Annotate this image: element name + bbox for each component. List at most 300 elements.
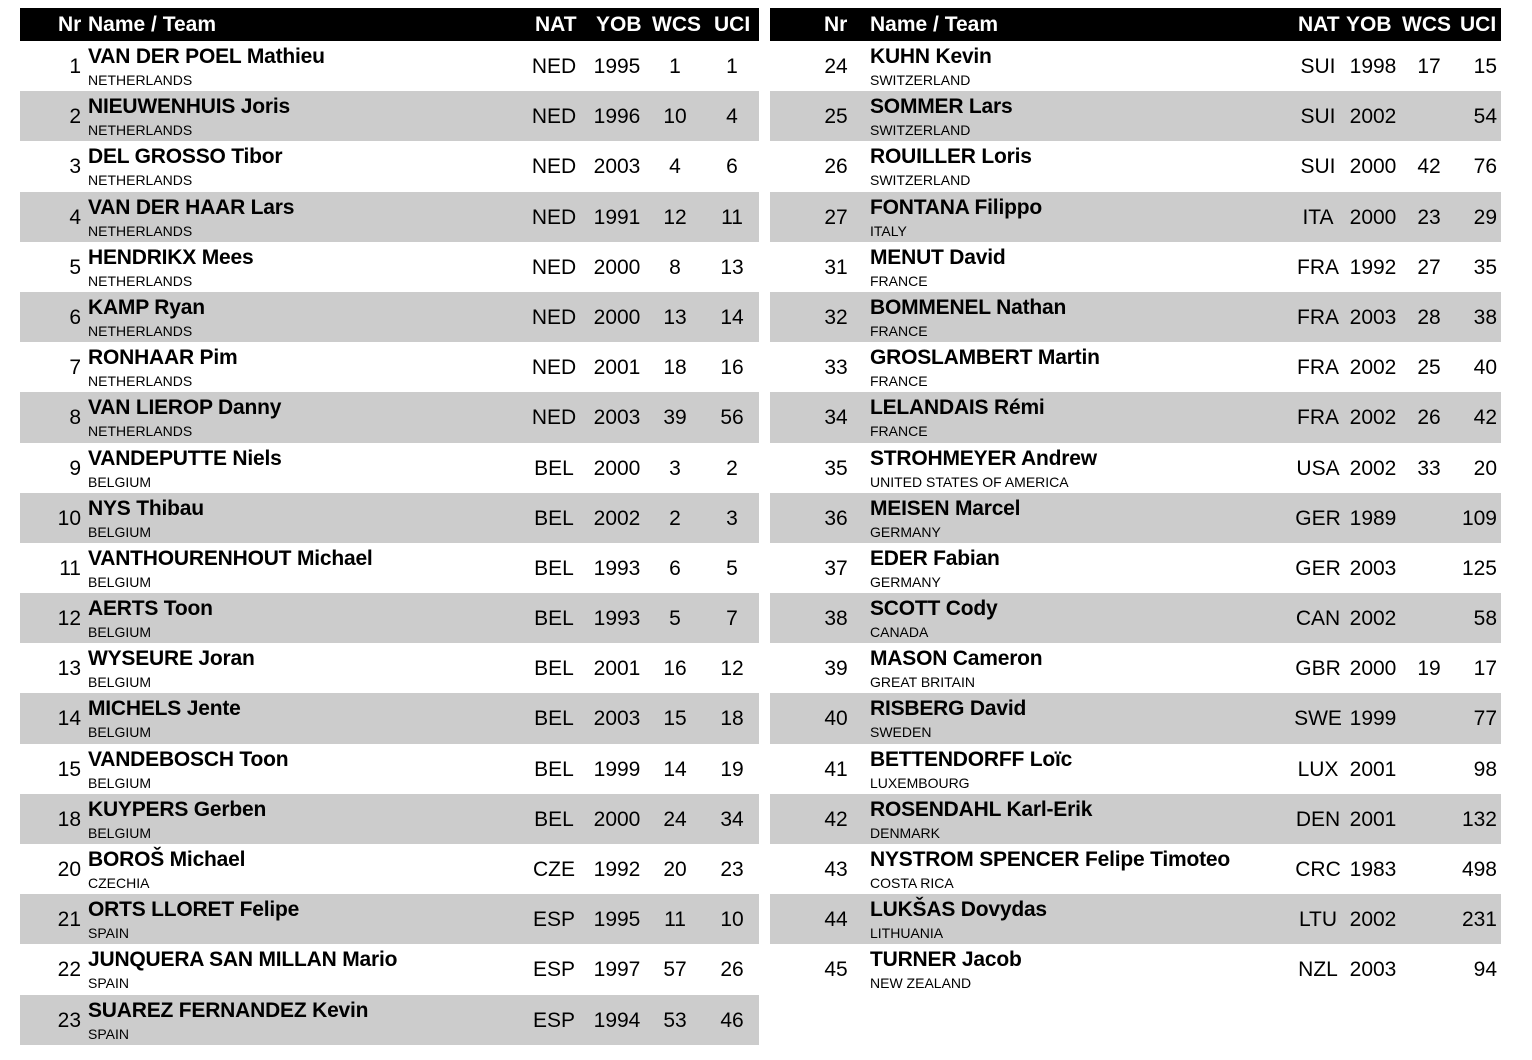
rider-number: 32 [824,305,848,329]
table-row [770,493,1501,543]
rider-wcs-rank: 16 [663,657,687,681]
rider-year-of-birth: 2003 [593,406,641,430]
rider-year-of-birth: 2000 [593,305,641,329]
rider-nationality: BEL [534,556,574,580]
table-row [20,392,759,442]
rider-name: VAN DER HAAR Lars [88,195,295,219]
rider-wcs-rank: 28 [1417,305,1441,329]
rider-nationality: FRA [1297,255,1339,279]
table-row [770,643,1501,693]
rider-uci-rank: 16 [720,356,744,380]
rider-uci-rank: 125 [1461,556,1497,580]
rider-team: SPAIN [88,925,129,942]
rider-team: BELGIUM [88,473,152,490]
rider-year-of-birth: 2000 [593,255,641,279]
rider-year-of-birth: 1993 [593,556,641,580]
table-row [770,844,1501,894]
rider-nationality: FRA [1297,356,1339,380]
rider-nationality: FRA [1297,305,1339,329]
rider-nationality: BEL [534,757,574,781]
rider-name: WYSEURE Joran [88,647,255,671]
rider-nationality: LTU [1298,908,1338,932]
table-row [770,242,1501,292]
rider-name: TURNER Jacob [870,948,1022,972]
rider-name: MEISEN Marcel [870,496,1021,520]
table-row [770,342,1501,392]
table-row [20,693,759,743]
rider-uci-rank: 1 [726,55,738,78]
rider-name: VAN LIEROP Danny [88,396,282,420]
rider-team: ITALY [870,222,907,239]
rider-nationality: NED [531,205,577,229]
rider-wcs-rank: 10 [663,105,687,129]
rider-name: VANTHOURENHOUT Michael [88,546,373,570]
rider-nationality: ESP [532,908,576,932]
rider-uci-rank: 10 [720,908,744,932]
rider-uci-rank: 6 [726,155,738,179]
rider-name: KAMP Ryan [88,295,205,319]
rider-year-of-birth: 1989 [1349,506,1397,530]
rider-number: 11 [59,556,81,580]
rider-team: BELGIUM [88,824,152,841]
rider-name: RONHAAR Pim [88,346,238,370]
rider-name: MASON Cameron [870,647,1043,671]
rider-number: 34 [824,406,848,430]
rider-year-of-birth: 1991 [593,205,641,229]
rider-name: SOMMER Lars [870,95,1013,119]
rider-name: DEL GROSSO Tibor [88,145,283,169]
rider-number: 24 [824,55,848,78]
rider-nationality: CAN [1295,607,1341,631]
rider-year-of-birth: 2000 [593,456,641,480]
header-name-team: Name / Team [88,13,216,36]
rider-uci-rank: 132 [1461,807,1497,831]
rider-team: LITHUANIA [870,925,944,942]
rider-wcs-rank: 2 [669,506,681,530]
rider-wcs-rank: 33 [1417,456,1441,480]
rider-name: VANDEBOSCH Toon [88,747,289,771]
rider-year-of-birth: 1999 [1349,707,1397,731]
rider-wcs-rank: 18 [663,356,687,380]
rider-nationality: GER [1295,506,1341,530]
rider-year-of-birth: 1983 [1349,858,1397,881]
rider-name: NIEUWENHUIS Joris [88,95,290,119]
rider-team: BELGIUM [88,523,152,540]
rider-uci-rank: 498 [1461,858,1497,881]
rider-team: FRANCE [870,322,928,339]
rider-uci-rank: 17 [1473,657,1497,681]
table-header [770,8,1501,41]
rider-year-of-birth: 1992 [593,858,641,881]
rider-wcs-rank: 57 [663,958,687,982]
rider-number: 22 [57,958,81,982]
header-uci: UCI [714,13,751,36]
table-row [20,242,759,292]
rider-team: DENMARK [870,824,941,841]
rider-team: LUXEMBOURG [870,774,970,791]
rider-uci-rank: 34 [720,807,744,831]
rider-number: 43 [824,858,848,881]
rider-wcs-rank: 23 [1417,205,1441,229]
rider-team: GREAT BRITAIN [870,674,976,691]
rider-wcs-rank: 8 [669,255,681,279]
rider-name: RISBERG David [870,697,1027,721]
table-row [20,643,759,693]
rider-nationality: NED [531,356,577,380]
header-yob: YOB [1346,13,1392,36]
rider-team: SWITZERLAND [870,172,971,189]
rider-uci-rank: 29 [1473,205,1497,229]
rider-year-of-birth: 2001 [1349,757,1397,781]
rider-uci-rank: 77 [1473,707,1497,731]
rider-wcs-rank: 14 [663,757,687,781]
rider-number: 45 [824,958,848,982]
rider-name: SUAREZ FERNANDEZ Kevin [88,998,369,1022]
rider-year-of-birth: 2003 [593,707,641,731]
rider-uci-rank: 23 [720,858,744,881]
rider-team: BELGIUM [88,724,152,741]
rider-year-of-birth: 1997 [593,958,641,982]
rider-team: SWEDEN [870,724,932,741]
rider-wcs-rank: 11 [664,908,686,932]
rider-number: 7 [69,356,81,380]
rider-uci-rank: 58 [1473,607,1497,631]
rider-uci-rank: 94 [1473,958,1497,982]
rider-uci-rank: 40 [1473,356,1497,380]
rider-uci-rank: 42 [1473,406,1497,430]
table-row [20,593,759,643]
rider-team: COSTA RICA [870,875,954,891]
header-uci: UCI [1460,13,1497,36]
rider-name: FONTANA Filippo [870,195,1042,219]
rider-team: UNITED STATES OF AMERICA [870,473,1069,490]
rider-name: MENUT David [870,245,1006,269]
rider-number: 13 [57,657,81,681]
rider-number: 4 [69,205,81,229]
header-nr: Nr [824,13,848,36]
rider-team: SWITZERLAND [870,122,971,139]
rider-number: 3 [69,155,81,179]
rider-nationality: BEL [534,657,574,681]
rider-team: NETHERLANDS [88,322,193,339]
rider-team: FRANCE [870,272,928,289]
table-row [20,91,759,141]
rider-team: NETHERLANDS [88,222,193,239]
header-wcs: WCS [1402,13,1451,36]
header-name-team: Name / Team [870,13,998,36]
rider-number: 40 [824,707,848,731]
rider-number: 2 [69,105,81,129]
rider-nationality: GBR [1295,657,1341,681]
rider-nationality: ESP [532,1008,576,1032]
rider-uci-rank: 26 [720,958,744,982]
rider-wcs-rank: 6 [669,556,681,580]
rider-uci-rank: 35 [1473,255,1497,279]
table-row [770,41,1501,91]
header-nr: Nr [58,13,82,36]
rider-number: 33 [824,356,848,380]
rider-uci-rank: 4 [726,105,738,129]
rider-uci-rank: 14 [720,305,744,329]
rider-name: EDER Fabian [870,546,1000,570]
rider-year-of-birth: 1996 [593,105,641,129]
table-row [770,192,1501,242]
rider-number: 21 [57,908,81,932]
rider-name: MICHELS Jente [88,697,241,721]
rider-year-of-birth: 2000 [1349,205,1397,229]
rider-nationality: BEL [534,456,574,480]
rider-year-of-birth: 1995 [593,55,641,78]
rider-year-of-birth: 2003 [1349,958,1397,982]
rider-team: NETHERLANDS [88,272,193,289]
rider-uci-rank: 7 [726,607,738,631]
rider-number: 10 [57,506,81,530]
rider-wcs-rank: 24 [663,807,687,831]
rider-uci-rank: 20 [1473,456,1497,480]
rider-year-of-birth: 2001 [593,356,641,380]
rider-nationality: LUX [1297,757,1339,781]
rider-uci-rank: 109 [1461,506,1497,530]
rider-name: ROUILLER Loris [870,145,1032,169]
rider-uci-rank: 19 [720,757,744,781]
header-wcs: WCS [652,13,701,36]
rider-name: STROHMEYER Andrew [870,446,1097,470]
table-row [20,844,759,894]
table-row [770,543,1501,593]
rider-year-of-birth: 2000 [1349,155,1397,179]
rider-uci-rank: 56 [720,406,744,430]
rider-number: 23 [57,1008,81,1032]
rider-team: NETHERLANDS [88,373,193,390]
rider-wcs-rank: 4 [669,155,681,179]
rider-name: HENDRIKX Mees [88,245,254,269]
rider-nationality: FRA [1297,406,1339,430]
table-row [20,342,759,392]
table-row [20,443,759,493]
table-header [20,8,759,41]
rider-nationality: BEL [534,506,574,530]
rider-year-of-birth: 2002 [1349,406,1397,430]
rider-year-of-birth: 1999 [593,757,641,781]
rider-year-of-birth: 2001 [1349,807,1397,831]
rider-number: 5 [69,255,81,279]
rider-wcs-rank: 20 [663,858,687,881]
rider-year-of-birth: 1994 [593,1008,641,1032]
rider-nationality: NED [531,155,577,179]
rider-name: VAN DER POEL Mathieu [88,45,325,68]
rider-team: NETHERLANDS [88,122,193,139]
rider-team: SPAIN [88,975,129,992]
rider-uci-rank: 12 [720,657,744,681]
rider-number: 20 [57,858,81,881]
rider-nationality: SWE [1294,707,1342,731]
rider-team: FRANCE [870,423,928,440]
rider-number: 8 [69,406,81,430]
rider-year-of-birth: 2003 [1349,305,1397,329]
rider-year-of-birth: 2000 [1349,657,1397,681]
rider-wcs-rank: 26 [1417,406,1441,430]
rider-uci-rank: 98 [1473,757,1497,781]
rider-uci-rank: 11 [721,205,743,229]
rider-name: VANDEPUTTE Niels [88,446,282,470]
rider-number: 37 [824,556,848,580]
table-row [20,493,759,543]
table-row [770,894,1501,944]
table-row [770,744,1501,794]
rider-uci-rank: 2 [726,456,738,480]
rider-year-of-birth: 1992 [1349,255,1397,279]
rider-team: NETHERLANDS [88,423,193,440]
rider-wcs-rank: 15 [663,707,687,731]
rider-number: 18 [57,807,81,831]
table-row [20,543,759,593]
rider-nationality: NED [531,305,577,329]
table-row [770,794,1501,844]
rider-year-of-birth: 2002 [1349,607,1397,631]
rider-year-of-birth: 2003 [593,155,641,179]
rider-team: NETHERLANDS [88,172,193,189]
rider-nationality: NED [531,55,577,78]
table-row [770,91,1501,141]
rider-nationality: SUI [1300,155,1336,179]
rider-number: 36 [824,506,848,530]
rider-number: 14 [57,707,81,731]
table-row [20,141,759,191]
rider-team: GERMANY [870,523,941,540]
rider-year-of-birth: 1993 [593,607,641,631]
rider-year-of-birth: 2000 [593,807,641,831]
table-row [770,944,1501,994]
rider-number: 41 [824,757,848,781]
rider-year-of-birth: 2001 [593,657,641,681]
rider-uci-rank: 76 [1473,155,1497,179]
rider-name: AERTS Toon [88,597,213,621]
table-row [20,944,759,994]
rider-number: 35 [824,456,848,480]
rider-name: JUNQUERA SAN MILLAN Mario [88,948,398,972]
rider-uci-rank: 18 [720,707,744,731]
rider-wcs-rank: 12 [663,205,687,229]
rider-wcs-rank: 17 [1417,55,1441,78]
rider-number: 44 [824,908,848,932]
rider-nationality: BEL [534,607,574,631]
rider-team: NETHERLANDS [88,72,193,88]
rider-nationality: SUI [1300,55,1336,78]
table-row [20,744,759,794]
table-row [20,894,759,944]
right-rider-table [770,8,1501,995]
rider-nationality: NED [531,255,577,279]
rider-wcs-rank: 42 [1417,155,1441,179]
rider-year-of-birth: 1998 [1349,55,1397,78]
rider-number: 42 [824,807,848,831]
rider-nationality: NED [531,105,577,129]
rider-number: 26 [824,155,848,179]
table-row [770,693,1501,743]
rider-year-of-birth: 2002 [1349,356,1397,380]
rider-team: CZECHIA [88,875,150,891]
left-rider-table [20,8,759,1045]
rider-name: BETTENDORFF Loïc [870,747,1073,771]
table-row [20,292,759,342]
rider-number: 9 [69,456,81,480]
rider-year-of-birth: 2002 [1349,908,1397,932]
rider-team: BELGIUM [88,774,152,791]
rider-name: NYS Thibau [88,496,204,520]
rider-name: BOMMENEL Nathan [870,295,1067,319]
rider-team: CANADA [870,624,929,641]
rider-name: LELANDAIS Rémi [870,396,1045,420]
rider-year-of-birth: 2002 [593,506,641,530]
rider-nationality: CZE [533,858,575,881]
rider-number: 31 [824,255,848,279]
table-row [20,192,759,242]
rider-year-of-birth: 2003 [1349,556,1397,580]
rider-uci-rank: 15 [1473,55,1497,78]
rider-uci-rank: 5 [726,556,738,580]
rider-number: 12 [57,607,81,631]
rider-uci-rank: 3 [726,506,738,530]
rider-nationality: BEL [534,707,574,731]
rider-number: 27 [824,205,848,229]
table-row [20,41,759,91]
rider-team: NEW ZEALAND [870,975,972,992]
right-table-body [770,41,1501,995]
rider-name: SCOTT Cody [870,597,998,621]
rider-nationality: NED [531,406,577,430]
rider-nationality: SUI [1300,105,1336,129]
rider-number: 38 [824,607,848,631]
rider-name: ORTS LLORET Felipe [88,898,300,922]
rider-year-of-birth: 1995 [593,908,641,932]
left-table-body [20,41,759,1045]
rider-name: LUKŠAS Dovydas [870,898,1047,922]
table-row [770,593,1501,643]
rider-wcs-rank: 3 [669,456,681,480]
rider-nationality: CRC [1295,858,1341,881]
rider-wcs-rank: 27 [1417,255,1441,279]
table-row [20,794,759,844]
rider-team: FRANCE [870,373,928,390]
rider-uci-rank: 54 [1473,105,1497,129]
rider-number: 25 [824,105,848,129]
rider-number: 6 [69,305,81,329]
rider-name: BOROŠ Michael [88,848,246,871]
rider-wcs-rank: 1 [669,55,681,78]
rider-team: SWITZERLAND [870,72,971,88]
rider-wcs-rank: 25 [1417,356,1441,380]
rider-nationality: USA [1296,456,1340,480]
rider-team: BELGIUM [88,674,152,691]
rider-team: GERMANY [870,573,941,590]
rider-nationality: DEN [1295,807,1341,831]
rider-number: 39 [824,657,848,681]
table-row [770,141,1501,191]
rider-nationality: GER [1295,556,1341,580]
rider-uci-rank: 46 [720,1008,744,1032]
table-row [770,292,1501,342]
rider-uci-rank: 231 [1461,908,1497,932]
rider-nationality: ITA [1302,205,1334,229]
rider-name: KUYPERS Gerben [88,797,267,821]
header-nat: NAT [535,13,577,36]
rider-name: GROSLAMBERT Martin [870,346,1100,370]
table-row [20,995,759,1045]
rider-uci-rank: 38 [1473,305,1497,329]
rider-team: SPAIN [88,1025,129,1042]
rider-number: 1 [69,55,81,78]
rider-name: ROSENDAHL Karl-Erik [870,797,1093,821]
